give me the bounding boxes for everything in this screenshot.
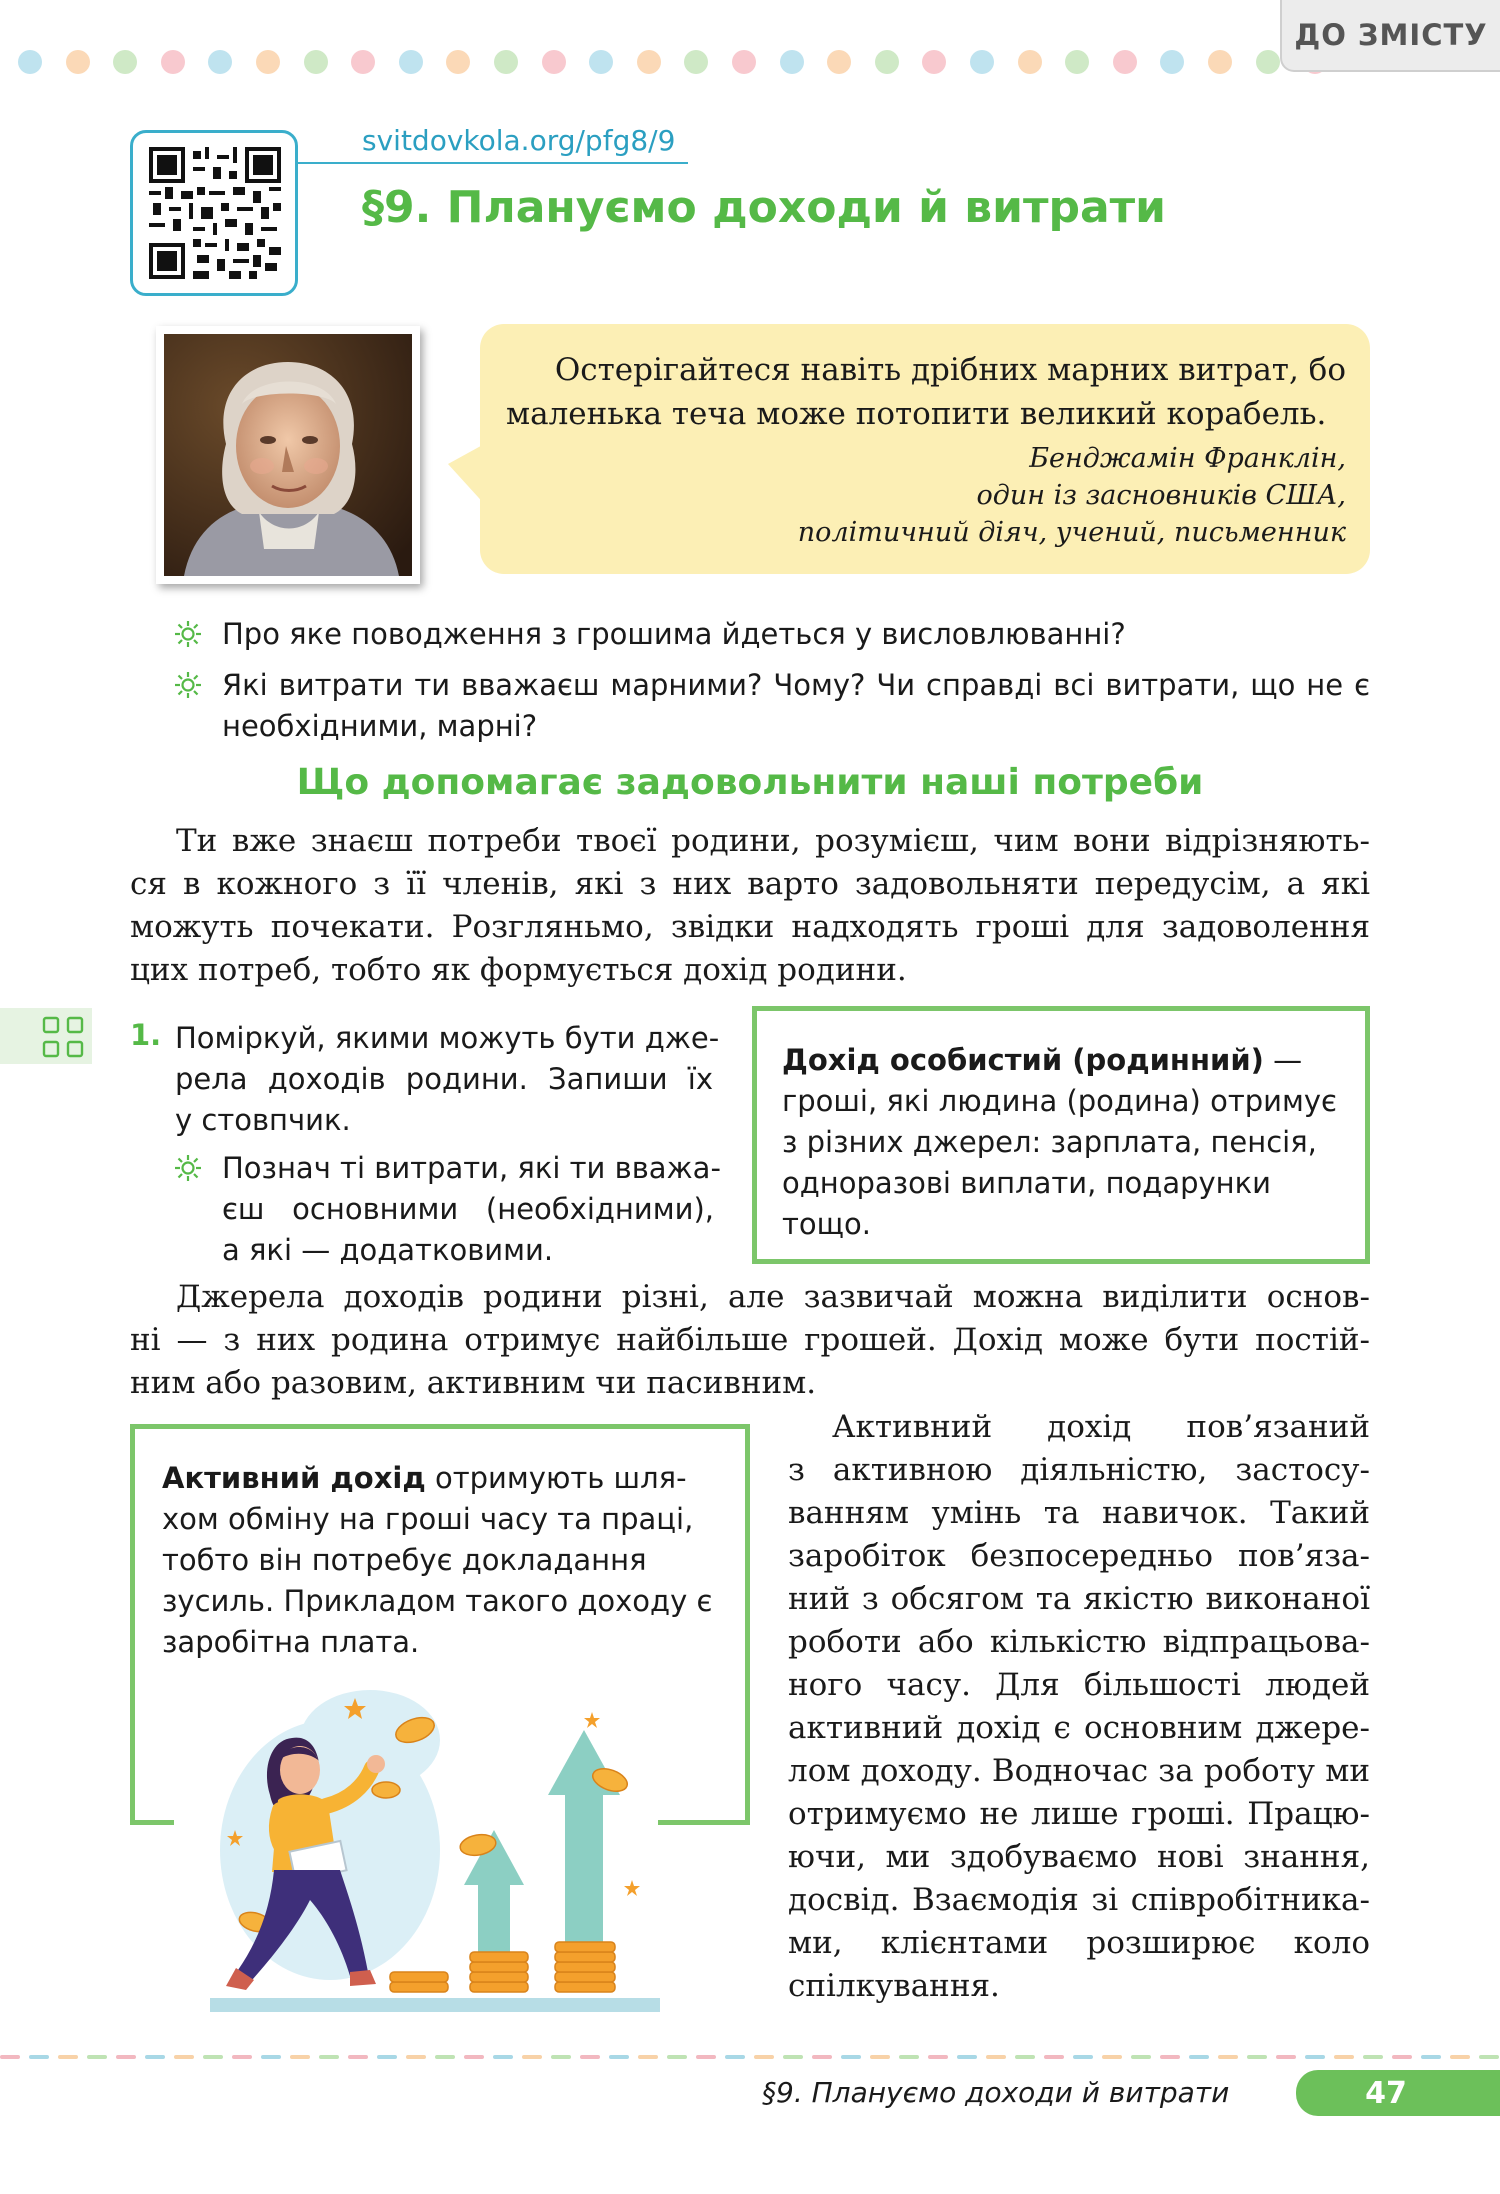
footer-dash-segment — [29, 2055, 49, 2059]
decorative-dot — [1065, 50, 1089, 74]
footer-divider — [0, 2054, 1500, 2060]
footer-dash-segment — [725, 2055, 745, 2059]
quote-bubble-tail — [448, 442, 488, 508]
decorative-dot — [1208, 50, 1232, 74]
footer-dash-segment — [986, 2055, 1006, 2059]
footer-dash-segment — [1276, 2055, 1296, 2059]
decorative-dot — [208, 50, 232, 74]
active-income-term: Активний дохід — [162, 1461, 426, 1495]
decorative-dots — [18, 50, 1328, 76]
decorative-dot — [589, 50, 613, 74]
footer-dash-segment — [58, 2055, 78, 2059]
page-number: 47 — [1296, 2070, 1500, 2116]
decorative-dot — [256, 50, 280, 74]
footer-dash-segment — [1247, 2055, 1267, 2059]
footer-dash-segment — [174, 2055, 194, 2059]
decorative-dot — [18, 50, 42, 74]
task-number: 1. — [130, 1018, 162, 1052]
decorative-dot — [542, 50, 566, 74]
decorative-dot — [875, 50, 899, 74]
task-subitem: Познач ті витрати, які ти вважа- єш основними (необхідними), а які — додатковими. — [222, 1151, 721, 1267]
url-underline — [298, 162, 688, 164]
decorative-dot — [780, 50, 804, 74]
footer-dash-segment — [957, 2055, 977, 2059]
decorative-dot — [399, 50, 423, 74]
decorative-dot — [970, 50, 994, 74]
toc-link[interactable]: ДО ЗМІСТУ — [1280, 0, 1500, 72]
footer-dash-segment — [203, 2055, 223, 2059]
quote-text: Остерігайтеся навіть дрібних марних витрат, бо маленька теча може потопити великий корабель. — [506, 352, 1346, 432]
site-url-link[interactable]: svitdovkola.org/pfg8/9 — [362, 124, 676, 157]
footer-dash-segment — [1305, 2055, 1325, 2059]
decorative-dot — [304, 50, 328, 74]
footer-dash-segment — [1015, 2055, 1035, 2059]
task-grid-icon — [40, 1014, 86, 1060]
paragraph-active-income: Активний дохід пов’язаний з активною діяльністю, застосу- ванням умінь та навичок. Такий заробіток безпосередньо пов’яза- ний з обсягом та якістю виконаної роботи або кількістю відпрацьова- ного часу. Для більшості людей активний дохід є основним джере- лом доходу. Водночас за роботу ми отримуємо не лише гроші. Працю- ючи, ми здобуваємо нові знання, досвід. Взаємодія зі співробітника- ми, клієнтами розширює коло спілкування. — [788, 1409, 1370, 2004]
footer-dash-segment — [696, 2055, 716, 2059]
footer-dash-segment — [551, 2055, 571, 2059]
definition-text: Дохід особистий (родинний) — гроші, які людина (родина) отримує з різних джерел: зарплата, пенсія, одноразові виплати, подарунки тощо. — [782, 1043, 1337, 1241]
footer-dash-segment — [406, 2055, 426, 2059]
footer-dash-segment — [928, 2055, 948, 2059]
footer-dash-segment — [319, 2055, 339, 2059]
portrait-frame — [156, 326, 420, 584]
decorative-dot — [1018, 50, 1042, 74]
footer-dash-segment — [1363, 2055, 1383, 2059]
footer-dash-segment — [377, 2055, 397, 2059]
box-border-segment — [130, 1820, 174, 1825]
footer-dash-segment — [841, 2055, 861, 2059]
task-text: Поміркуй, якими можуть бути дже- рела доходів родини. Запиши їх у стовпчик. — [175, 1021, 720, 1137]
decorative-dot — [66, 50, 90, 74]
footer-dash-segment — [1450, 2055, 1470, 2059]
footer-dash-segment — [1392, 2055, 1412, 2059]
active-income-text: Активний дохід отримують шля- хом обміну на гроші часу та праці, тобто він потребує докладання зусиль. Прикладом такого доходу є заробітна плата. — [162, 1461, 713, 1659]
paragraph-sources: Джерела доходів родини різні, але зазвичай можна виділити основ- ні — з них родина отримує найбільше грошей. Дохід може бути постій- ним або разовим, активним чи пасивним. — [130, 1279, 1370, 1401]
footer-dash-segment — [493, 2055, 513, 2059]
footer-dash-segment — [1189, 2055, 1209, 2059]
footer-dash-segment — [1044, 2055, 1064, 2059]
decorative-dot — [684, 50, 708, 74]
footer-dash-segment — [522, 2055, 542, 2059]
footer-dash-segment — [783, 2055, 803, 2059]
decorative-dot — [446, 50, 470, 74]
qr-code-icon — [149, 147, 281, 279]
sun-bullet-icon — [174, 620, 202, 648]
page-title: §9. Плануємо доходи й витрати — [362, 182, 1166, 233]
footer-dash-segment — [1334, 2055, 1354, 2059]
footer-dash-segment — [145, 2055, 165, 2059]
footer-dash-segment — [1131, 2055, 1151, 2059]
section-heading: Що допомагає задовольнити наші потреби — [296, 762, 1204, 803]
footer-dash-segment — [899, 2055, 919, 2059]
quote-author: Бенджамін Франклін, один із засновників США, політичний діяч, учений, письменник — [797, 443, 1346, 548]
footer-dash-segment — [0, 2055, 20, 2059]
decorative-dot — [494, 50, 518, 74]
sun-bullet-icon — [174, 1154, 202, 1182]
footer-dash-segment — [667, 2055, 687, 2059]
question-1: Про яке поводження з грошима йдеться у висловлюванні? — [222, 617, 1126, 651]
footer-dash-segment — [435, 2055, 455, 2059]
footer-dash-segment — [1218, 2055, 1238, 2059]
footer-title: §9. Плануємо доходи й витрати — [762, 2076, 1230, 2109]
decorative-dot — [922, 50, 946, 74]
footer-dash-segment — [580, 2055, 600, 2059]
footer-dash-segment — [116, 2055, 136, 2059]
footer-dash-segment — [464, 2055, 484, 2059]
definition-term: Дохід особистий (родинний) — [782, 1043, 1264, 1077]
income-growth-illustration — [200, 1680, 700, 2020]
decorative-dot — [732, 50, 756, 74]
footer-dash-segment — [1160, 2055, 1180, 2059]
question-2: Які витрати ти вважаєш марними? Чому? Чи справді всі витрати, що не є необхідними, марні? — [222, 668, 1370, 743]
footer-dash-segment — [290, 2055, 310, 2059]
footer-dash-segment — [261, 2055, 281, 2059]
decorative-dot — [1160, 50, 1184, 74]
footer-dash-segment — [87, 2055, 107, 2059]
paragraph-intro: Ти вже знаєш потреби твоєї родини, розумієш, чим вони відрізняють- ся в кожного з її членів, які з них варто задовольняти передусім, а які можуть почекати. Розгляньмо, звідки надходять гроші для задоволення цих потреб, тобто як формується дохід родини. — [130, 823, 1370, 988]
footer-dash-segment — [609, 2055, 629, 2059]
footer-dash-segment — [870, 2055, 890, 2059]
footer-dash-segment — [1479, 2055, 1499, 2059]
decorative-dot — [351, 50, 375, 74]
decorative-dot — [637, 50, 661, 74]
decorative-dot — [113, 50, 137, 74]
footer-dash-segment — [348, 2055, 368, 2059]
footer-dash-segment — [754, 2055, 774, 2059]
decorative-dot — [1113, 50, 1137, 74]
franklin-portrait-image — [164, 334, 412, 576]
footer-dash-segment — [232, 2055, 252, 2059]
decorative-dot — [1256, 50, 1280, 74]
footer-dash-segment — [812, 2055, 832, 2059]
sun-bullet-icon — [174, 671, 202, 699]
footer-dash-segment — [1421, 2055, 1441, 2059]
footer-dash-segment — [1102, 2055, 1122, 2059]
decorative-dot — [161, 50, 185, 74]
decorative-dot — [827, 50, 851, 74]
footer-dash-segment — [1073, 2055, 1093, 2059]
qr-frame[interactable] — [130, 130, 298, 296]
footer-dash-segment — [638, 2055, 658, 2059]
